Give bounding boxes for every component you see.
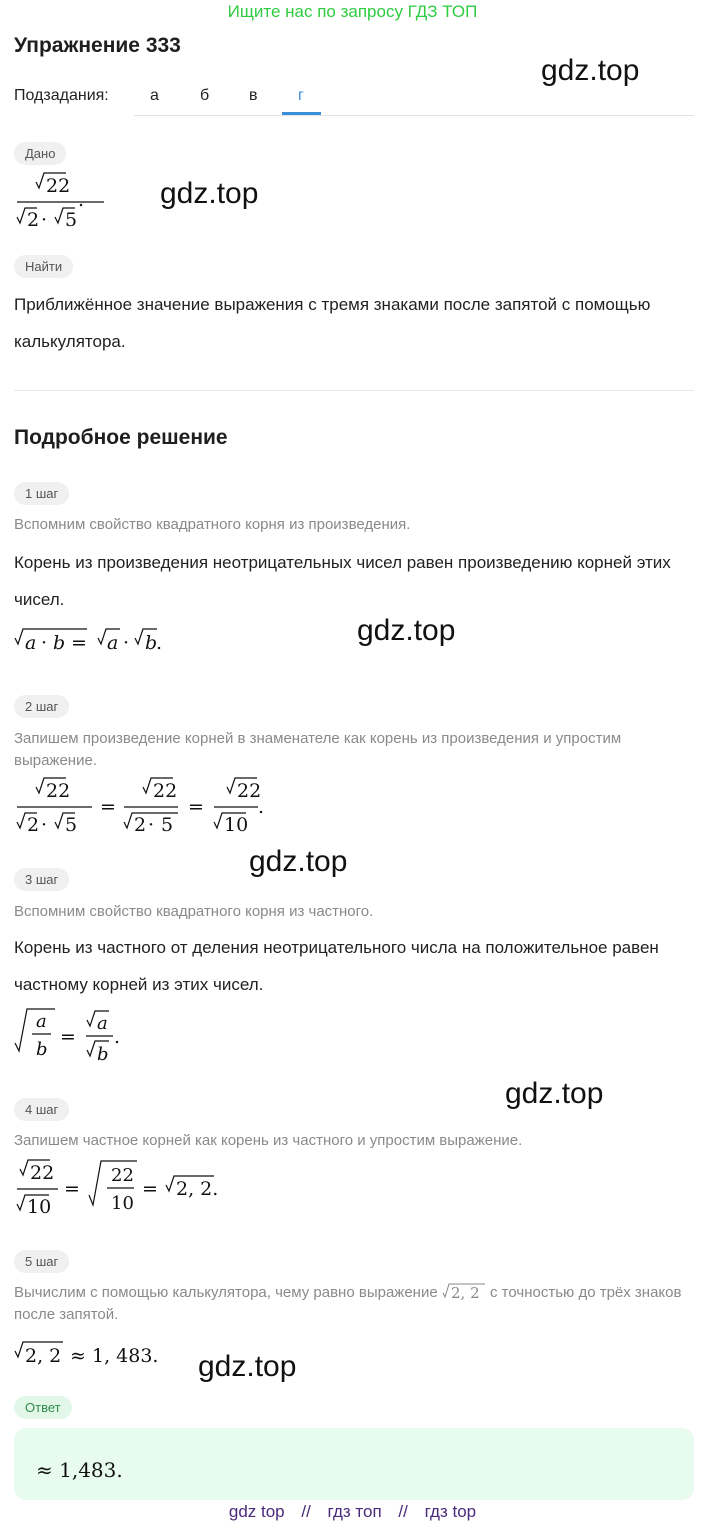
svg-text:=: = xyxy=(188,796,204,818)
step-chip: 3 шаг xyxy=(14,868,69,891)
svg-text:5: 5 xyxy=(161,814,174,836)
svg-text:10: 10 xyxy=(111,1193,134,1214)
step-chip: 5 шаг xyxy=(14,1250,69,1273)
svg-text:.: . xyxy=(114,1026,121,1048)
svg-text:2, 2: 2, 2 xyxy=(25,1345,62,1367)
svg-text:2, 2: 2, 2 xyxy=(450,1284,480,1300)
given-expression xyxy=(14,170,114,232)
svg-text:22: 22 xyxy=(111,1165,134,1186)
svg-text:b: b xyxy=(145,632,158,654)
svg-text:22: 22 xyxy=(237,780,262,802)
watermark: gdz.top xyxy=(541,54,640,87)
svg-text:5: 5 xyxy=(65,814,78,836)
svg-text:2: 2 xyxy=(27,814,40,836)
step1-formula xyxy=(14,622,194,658)
step-text: Корень из произведения неотрицательных чисел равен произведению корней этих чисел. xyxy=(14,553,671,609)
active-tab-indicator xyxy=(282,112,321,115)
tab-v[interactable]: в xyxy=(249,87,258,104)
svg-text:22: 22 xyxy=(46,175,71,197)
svg-text:a: a xyxy=(25,632,37,654)
svg-text:a: a xyxy=(36,1011,47,1032)
footer-link[interactable]: гдз топ xyxy=(327,1502,382,1521)
step-chip: 4 шаг xyxy=(14,1098,69,1121)
tab-a[interactable]: а xyxy=(150,87,159,104)
step-chip: 1 шаг xyxy=(14,482,69,505)
step-text: Корень из частного от деления неотрицательного числа на положительное равен частному корней из этих чисел. xyxy=(14,938,659,994)
svg-text:b: b xyxy=(53,632,66,654)
svg-text:5: 5 xyxy=(65,209,78,231)
svg-text:=: = xyxy=(142,1178,158,1200)
tab-g[interactable]: г xyxy=(298,87,304,104)
svg-text:·: · xyxy=(41,814,48,836)
footer-links xyxy=(0,1502,705,1522)
solution-heading: Подробное решение xyxy=(14,426,228,449)
svg-text:=: = xyxy=(64,1178,80,1200)
footer-separator: // xyxy=(301,1502,311,1521)
svg-text:22: 22 xyxy=(30,1162,55,1184)
svg-text:·: · xyxy=(123,632,130,654)
footer-link[interactable]: gdz top xyxy=(228,1502,285,1521)
search-banner: Ищите нас по запросу ГДЗ ТОП xyxy=(227,2,478,21)
footer-separator: // xyxy=(398,1502,408,1521)
step-hint: Запишем частное корней как корень из частного и упростим выражение. xyxy=(14,1132,523,1149)
svg-text:a: a xyxy=(97,1013,108,1034)
step4-formula xyxy=(14,1157,244,1219)
answer-box xyxy=(14,1428,694,1500)
svg-text:2: 2 xyxy=(134,814,147,836)
watermark: gdz.top xyxy=(505,1077,604,1110)
svg-text:1, 483.: 1, 483. xyxy=(92,1345,159,1367)
watermark: gdz.top xyxy=(160,177,259,210)
svg-text:10: 10 xyxy=(224,814,249,836)
svg-text:=: = xyxy=(71,632,87,654)
step-hint: Запишем произведение корней в знаменателе как корень из произведения и упростим выражение. xyxy=(14,730,622,769)
svg-text:.: . xyxy=(78,189,85,211)
page-title: Упражнение 333 xyxy=(14,34,181,57)
tab-b[interactable]: б xyxy=(200,87,210,104)
svg-text:22: 22 xyxy=(153,780,178,802)
footer-link[interactable]: гдз top xyxy=(424,1502,477,1521)
subtasks-label: Подзадания: xyxy=(14,87,109,104)
svg-text:.: . xyxy=(258,796,265,818)
section-divider xyxy=(14,390,694,391)
watermark: gdz.top xyxy=(357,614,456,647)
step-hint xyxy=(14,1282,694,1326)
step3-formula xyxy=(14,1005,154,1069)
svg-text:=: = xyxy=(60,1026,76,1048)
svg-text:·: · xyxy=(41,209,48,231)
watermark: gdz.top xyxy=(249,845,348,878)
svg-text:·: · xyxy=(41,632,48,654)
step-hint: Вспомним свойство квадратного корня из произведения. xyxy=(14,516,411,533)
hint-part: Вычислим с помощью калькулятора, чему равно выражение xyxy=(14,1284,438,1301)
svg-text:a: a xyxy=(107,632,119,654)
inline-root xyxy=(442,1282,486,1300)
find-text: Приближённое значение выражения с тремя знаками после запятой с помощью калькулятора. xyxy=(14,295,651,351)
hint-part: с точностью до трёх знаков после запятой. xyxy=(14,1284,682,1323)
svg-text:≈: ≈ xyxy=(70,1345,86,1367)
svg-text:2, 2.: 2, 2. xyxy=(176,1178,219,1200)
step5-formula xyxy=(14,1336,174,1368)
watermark: gdz.top xyxy=(198,1350,297,1383)
answer-chip: Ответ xyxy=(14,1396,72,1419)
answer-value: ≈ 1,483. xyxy=(36,1458,123,1482)
svg-text:2: 2 xyxy=(27,209,40,231)
svg-text:22: 22 xyxy=(46,780,71,802)
svg-text:=: = xyxy=(100,796,116,818)
svg-text:.: . xyxy=(156,632,163,654)
step2-formula xyxy=(14,775,284,837)
given-chip: Дано xyxy=(14,142,66,165)
find-chip: Найти xyxy=(14,255,73,278)
step-chip: 2 шаг xyxy=(14,695,69,718)
step-hint: Вспомним свойство квадратного корня из частного. xyxy=(14,903,374,920)
svg-text:b: b xyxy=(97,1044,109,1065)
svg-text:·: · xyxy=(148,814,155,836)
svg-text:b: b xyxy=(36,1039,48,1060)
tabs-divider xyxy=(134,115,694,116)
svg-text:10: 10 xyxy=(27,1196,52,1218)
